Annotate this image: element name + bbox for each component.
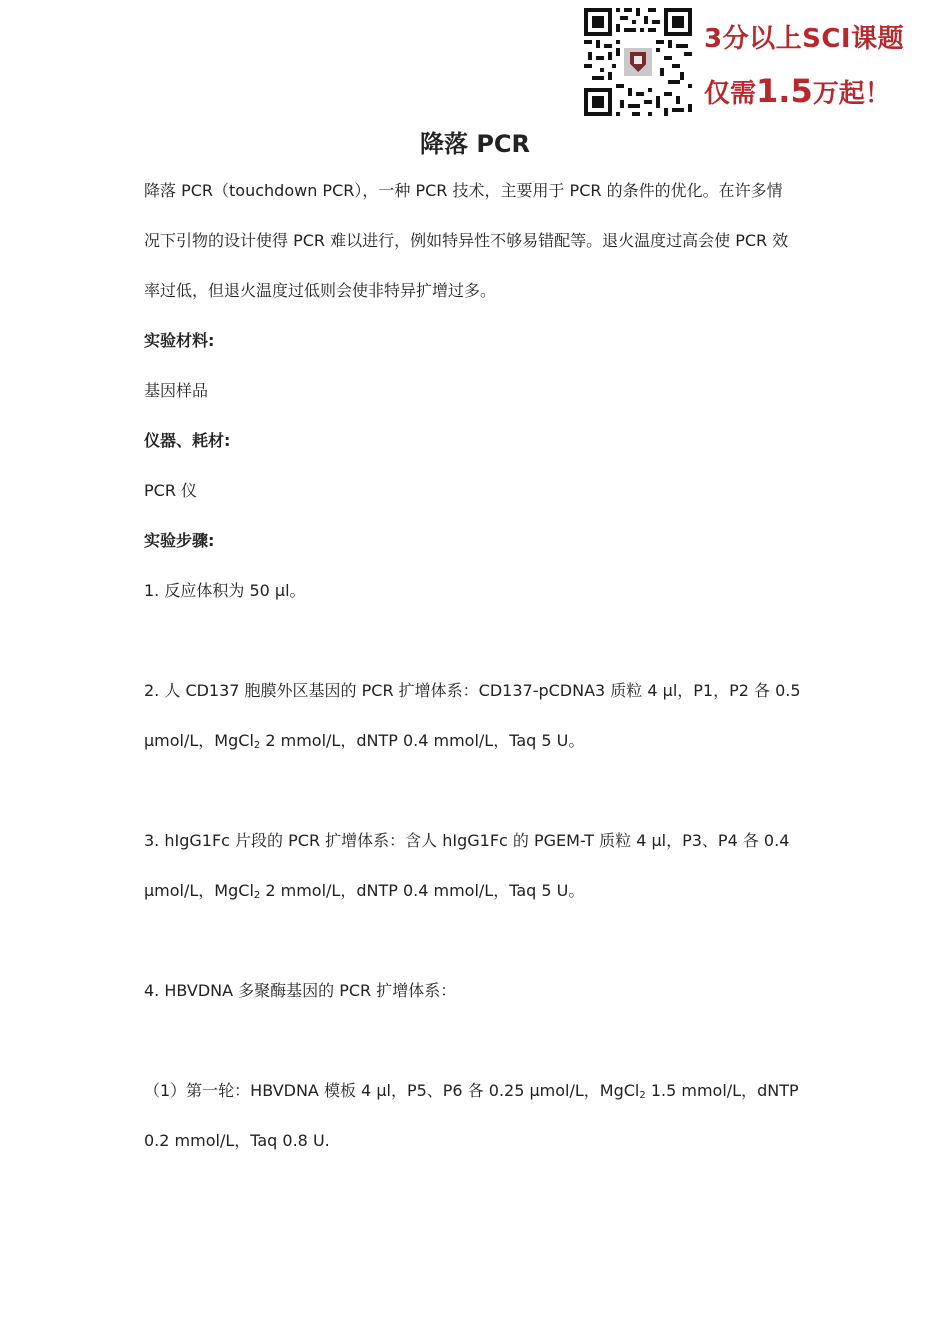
qr-code-icon[interactable] <box>584 8 692 116</box>
step-4-1-line-1-b: 1.5 mmol/L，dNTP <box>645 1081 799 1100</box>
instruments-heading: 仪器、耗材: <box>144 431 231 450</box>
steps-heading: 实验步骤: <box>144 531 215 550</box>
subscript: 2 <box>639 1090 646 1101</box>
spacer <box>144 916 808 966</box>
step-4-1-line-1 <box>144 1066 808 1116</box>
step-4: 4. HBVDNA 多聚酶基因的 PCR 扩增体系： <box>144 981 457 1000</box>
spacer <box>144 616 808 666</box>
step-4-1-line-1-a: （1）第一轮：HBVDNA 模板 4 μl，P5、P6 各 0.25 μmol/L，MgCl <box>144 1081 640 1100</box>
step-2-line-2 <box>144 716 808 766</box>
spacer <box>144 766 808 816</box>
step-4-1-line-2: 0.2 mmol/L，Taq 0.8 U. <box>144 1131 330 1150</box>
document-body <box>144 166 808 1166</box>
promo-banner <box>584 8 924 116</box>
step-1: 1. 反应体积为 50 μl。 <box>144 581 306 600</box>
subscript: 2 <box>253 890 261 901</box>
instruments-body: PCR 仪 <box>144 481 198 500</box>
subscript: 2 <box>253 740 261 751</box>
intro-line-2: 况下引物的设计使得 PCR 难以进行，例如特异性不够易错配等。退火温度过高会使 PCR 效 <box>144 231 789 250</box>
step-2-line-2-a: μmol/L，MgCl <box>144 731 254 750</box>
intro-line-3: 率过低，但退火温度过低则会使非特异扩增过多。 <box>144 281 497 300</box>
spacer <box>144 1016 808 1066</box>
step-2-line-2-b: 2 mmol/L，dNTP 0.4 mmol/L，Taq 5 U。 <box>260 731 585 750</box>
promo-line-2-suffix: 万起！ <box>812 79 891 109</box>
step-2-line-1: 2. 人 CD137 胞膜外区基因的 PCR 扩增体系：CD137-pCDNA3 质粒 4 μl，P1，P2 各 0.5 <box>144 681 801 700</box>
step-3-line-2-a: μmol/L，MgCl <box>144 881 254 900</box>
step-3-line-1: 3. hIgG1Fc 片段的 PCR 扩增体系：含人 hIgG1Fc 的 PGEM-T 质粒 4 μl，P3、P4 各 0.4 <box>144 831 790 850</box>
intro-line-1: 降落 PCR（touchdown PCR），一种 PCR 技术，主要用于 PCR 的条件的优化。在许多情 <box>144 181 783 200</box>
promo-line-1: 3分以上SCI课题 <box>704 24 905 54</box>
promo-line-2-prefix: 仅需 <box>704 79 757 109</box>
promo-price: 1.5 <box>756 72 813 110</box>
materials-heading: 实验材料: <box>144 331 215 350</box>
step-3-line-2-b: 2 mmol/L，dNTP 0.4 mmol/L，Taq 5 U。 <box>260 881 585 900</box>
materials-body: 基因样品 <box>144 381 209 400</box>
step-3-line-2 <box>144 866 808 916</box>
page-title: 降落 PCR <box>419 130 531 158</box>
promo-line-2 <box>704 72 891 110</box>
